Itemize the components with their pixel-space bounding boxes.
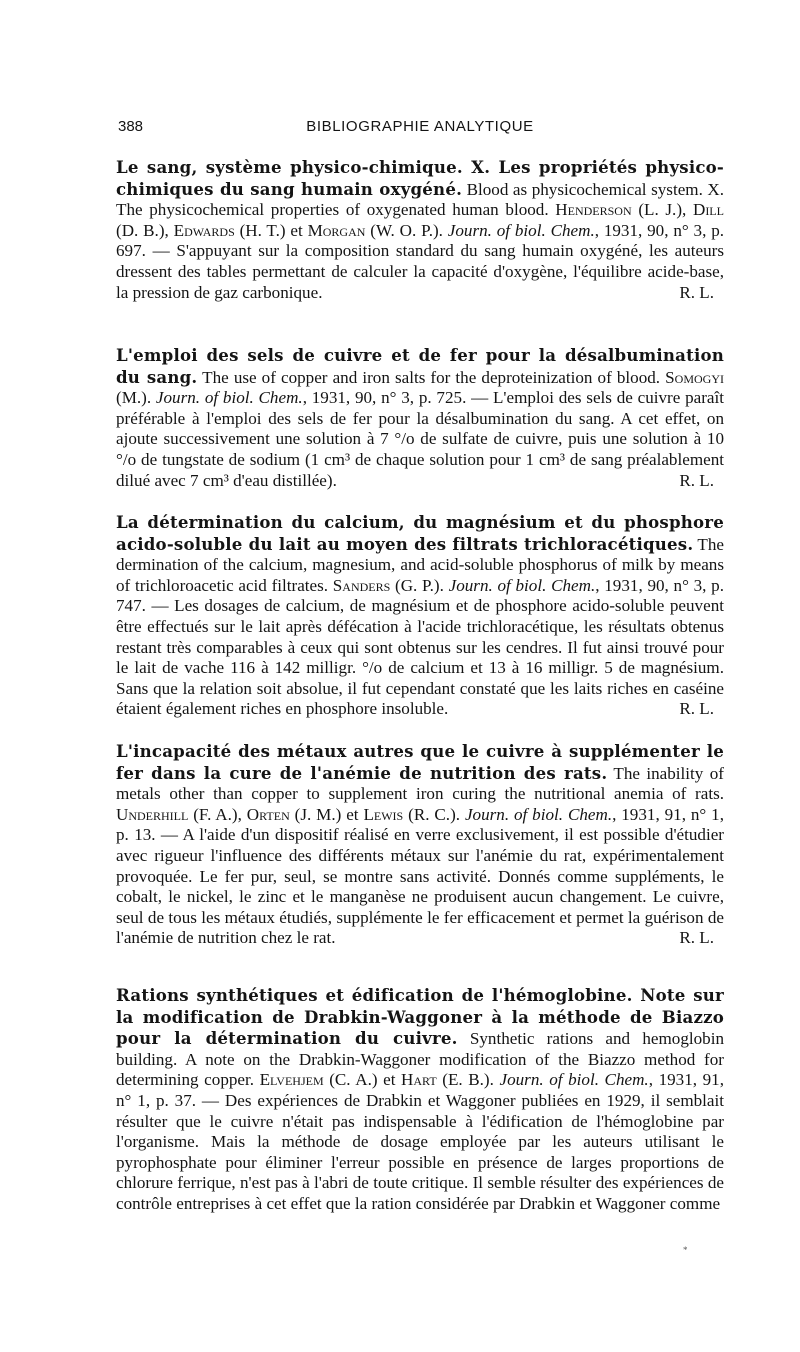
footer-mark: *: [683, 1245, 688, 1255]
page-header: [118, 118, 722, 142]
abstract-entry-3: [116, 512, 724, 720]
abstract-entry-2: [116, 345, 724, 491]
author-name: Orten: [246, 804, 290, 824]
author-initials: (H. T.) et: [234, 220, 308, 240]
journal-name: Journ. of biol. Chem.: [464, 804, 613, 824]
entry-title: L'incapacité des métaux autres que le cuivre à supplémenter le fer dans la cure de l'anémie de nutrition des rats.: [116, 741, 724, 783]
author-initials: (G. P.).: [390, 575, 449, 595]
author-name: Dill: [692, 200, 724, 220]
signature: R. L.: [679, 928, 714, 948]
entry-title: Le sang, système physico-chimique. X. Les propriétés physico-chimiques du sang humain oxygéné.: [116, 157, 724, 199]
running-title: BIBLIOGRAPHIE ANALYTIQUE: [306, 118, 534, 135]
author-initials: (E. B.).: [436, 1070, 500, 1090]
journal-name: Journ. of biol. Chem.: [155, 388, 303, 408]
citation: , 1931, 91, n° 1, p. 13. —: [116, 804, 724, 845]
author-name: Elvehjem: [259, 1070, 324, 1090]
abstract-body: Des expériences de Drabkin et Waggoner publiées en 1929, il semblait résulter que le cuivre n'était pas indispensable à l'édification de l'hémoglobine par l'organisme. Mais la méthode de dosage employée par les auteurs utilisant le pyrophosphate pour éliminer l'erreur possible en présence de larges proportions de chlorure ferrique, n'est pas à l'abri de toute critique. Il semble résulter des expériences de contrôle entreprises à cet effet que la ration considérée par Drabkin et Waggoner comme: [116, 1090, 724, 1213]
author-initials: (C. A.) et: [323, 1070, 402, 1090]
author-initials: (W. O. P.).: [365, 220, 448, 240]
citation: , 1931, 90, n° 3, p. 697. —: [116, 220, 725, 261]
citation: , 1931, 90, n° 3, p. 747. —: [116, 575, 724, 616]
author-name: Hart: [401, 1070, 437, 1090]
abstract-entry-4: [116, 741, 724, 949]
journal-name: Journ. of biol. Chem.: [499, 1070, 649, 1090]
author-initials: (L. J.),: [631, 200, 693, 220]
author-name: Sanders: [332, 575, 391, 595]
english-title: Blood as physicochemical system. X. The physicochemical properties of oxygenated human blood.: [116, 179, 725, 220]
author-name: Somogyi: [665, 367, 724, 387]
abstract-body: L'emploi des sels de cuivre paraît préférable à l'emploi des sels de fer pour la désalbumination du sang. A cet effet, on ajoute successivement une solution à 7 °/o de sulfate de cuivre, puis une solution à 10 °/o de tungstate de sodium (1 cm³ de chaque solution pour 1 cm³ de sang préalablement dilué avec 7 cm³ d'eau distillée).: [116, 388, 725, 490]
journal-name: Journ. of biol. Chem.: [447, 220, 595, 240]
abstract-body: S'appuyant sur la composition standard du sang humain oxygéné, les auteurs dressent des tables permettant de calculer la capacité d'oxygène, l'équilibre acide-base, la pression de gaz carbonique.: [116, 241, 724, 302]
author-initials: (D. B.),: [116, 220, 174, 240]
author-initials: (M.).: [116, 388, 156, 408]
author-name: Morgan: [307, 220, 366, 240]
signature: R. L.: [679, 282, 714, 302]
signature: R. L.: [679, 699, 714, 719]
abstract-body: Les dosages de calcium, de magnésium et de phosphore acido-soluble peuvent être effectués sur le lait après défécation à l'acide trichloracétique, les résultats obtenus restant très comparables à ceux qui sont obtenus sur les cendres. Il fut ainsi trouvé pour le lait de vache 116 à 142 milligr. °/o de calcium et 13 à 16 milligr. 5 de magnésium. Sans que la relation soit absolue, il fut cependant constaté que les laits riches en caséine étaient également riches en phosphore insoluble.: [116, 596, 724, 719]
entry-title: La détermination du calcium, du magnésium et du phosphore acido-soluble du lait au moyen des filtrats trichloracétiques.: [116, 512, 724, 554]
signature: R. L.: [679, 470, 714, 490]
author-name: Henderson: [555, 200, 632, 220]
entry-title: L'emploi des sels de cuivre et de fer pour la désalbumination du sang.: [116, 345, 724, 387]
author-initials: (F. A.),: [188, 804, 247, 824]
citation: , 1931, 91, n° 1, p. 37. —: [116, 1070, 724, 1110]
english-title: Synthetic rations and hemoglobin building. A note on the Drabkin-Waggoner modification of the Biazzo method for determining copper.: [116, 1029, 724, 1090]
abstract-entry-1: [116, 157, 724, 303]
author-name: Lewis: [363, 804, 404, 824]
author-name: Underhill: [116, 804, 189, 824]
abstract-entry-5: [116, 985, 724, 1215]
entry-title: Rations synthétiques et édification de l'hémoglobine. Note sur la modification de Drabkin-Waggoner à la méthode de Biazzo pour la détermination du cuivre.: [116, 985, 724, 1049]
page-number: 388: [118, 118, 144, 135]
author-initials: (J. M.) et: [289, 804, 364, 824]
english-title: The dermination of the calcium, magnesium, and acid-soluble phosphorus of milk by means of trichloroacetic acid filtrates.: [116, 534, 724, 595]
journal-name: Journ. of biol. Chem.: [448, 575, 596, 595]
author-initials: (R. C.).: [403, 804, 465, 824]
citation: , 1931, 90, n° 3, p. 725. —: [302, 388, 493, 408]
author-name: Edwards: [173, 220, 235, 240]
english-title: The use of copper and iron salts for the deproteinization of blood.: [197, 367, 666, 387]
english-title: The inability of metals other than copper to supplement iron curing the nutritional anemia of rats.: [116, 763, 724, 804]
abstract-body: A l'aide d'un dispositif réalisé en verre exclusivement, il est possible d'étudier avec rigueur l'influence des différents métaux sur l'anémie du rat, expérimentalement provoquée. Le fer pur, seul, se montre sans activité. Donnés comme suppléments, le cobalt, le nickel, le zinc et le manganèse ne produisent aucun changement. Le cuivre, seul de tous les métaux étudiés, supplémente le fer efficacement et permet la guérison de l'anémie de nutrition chez le rat.: [116, 825, 724, 948]
